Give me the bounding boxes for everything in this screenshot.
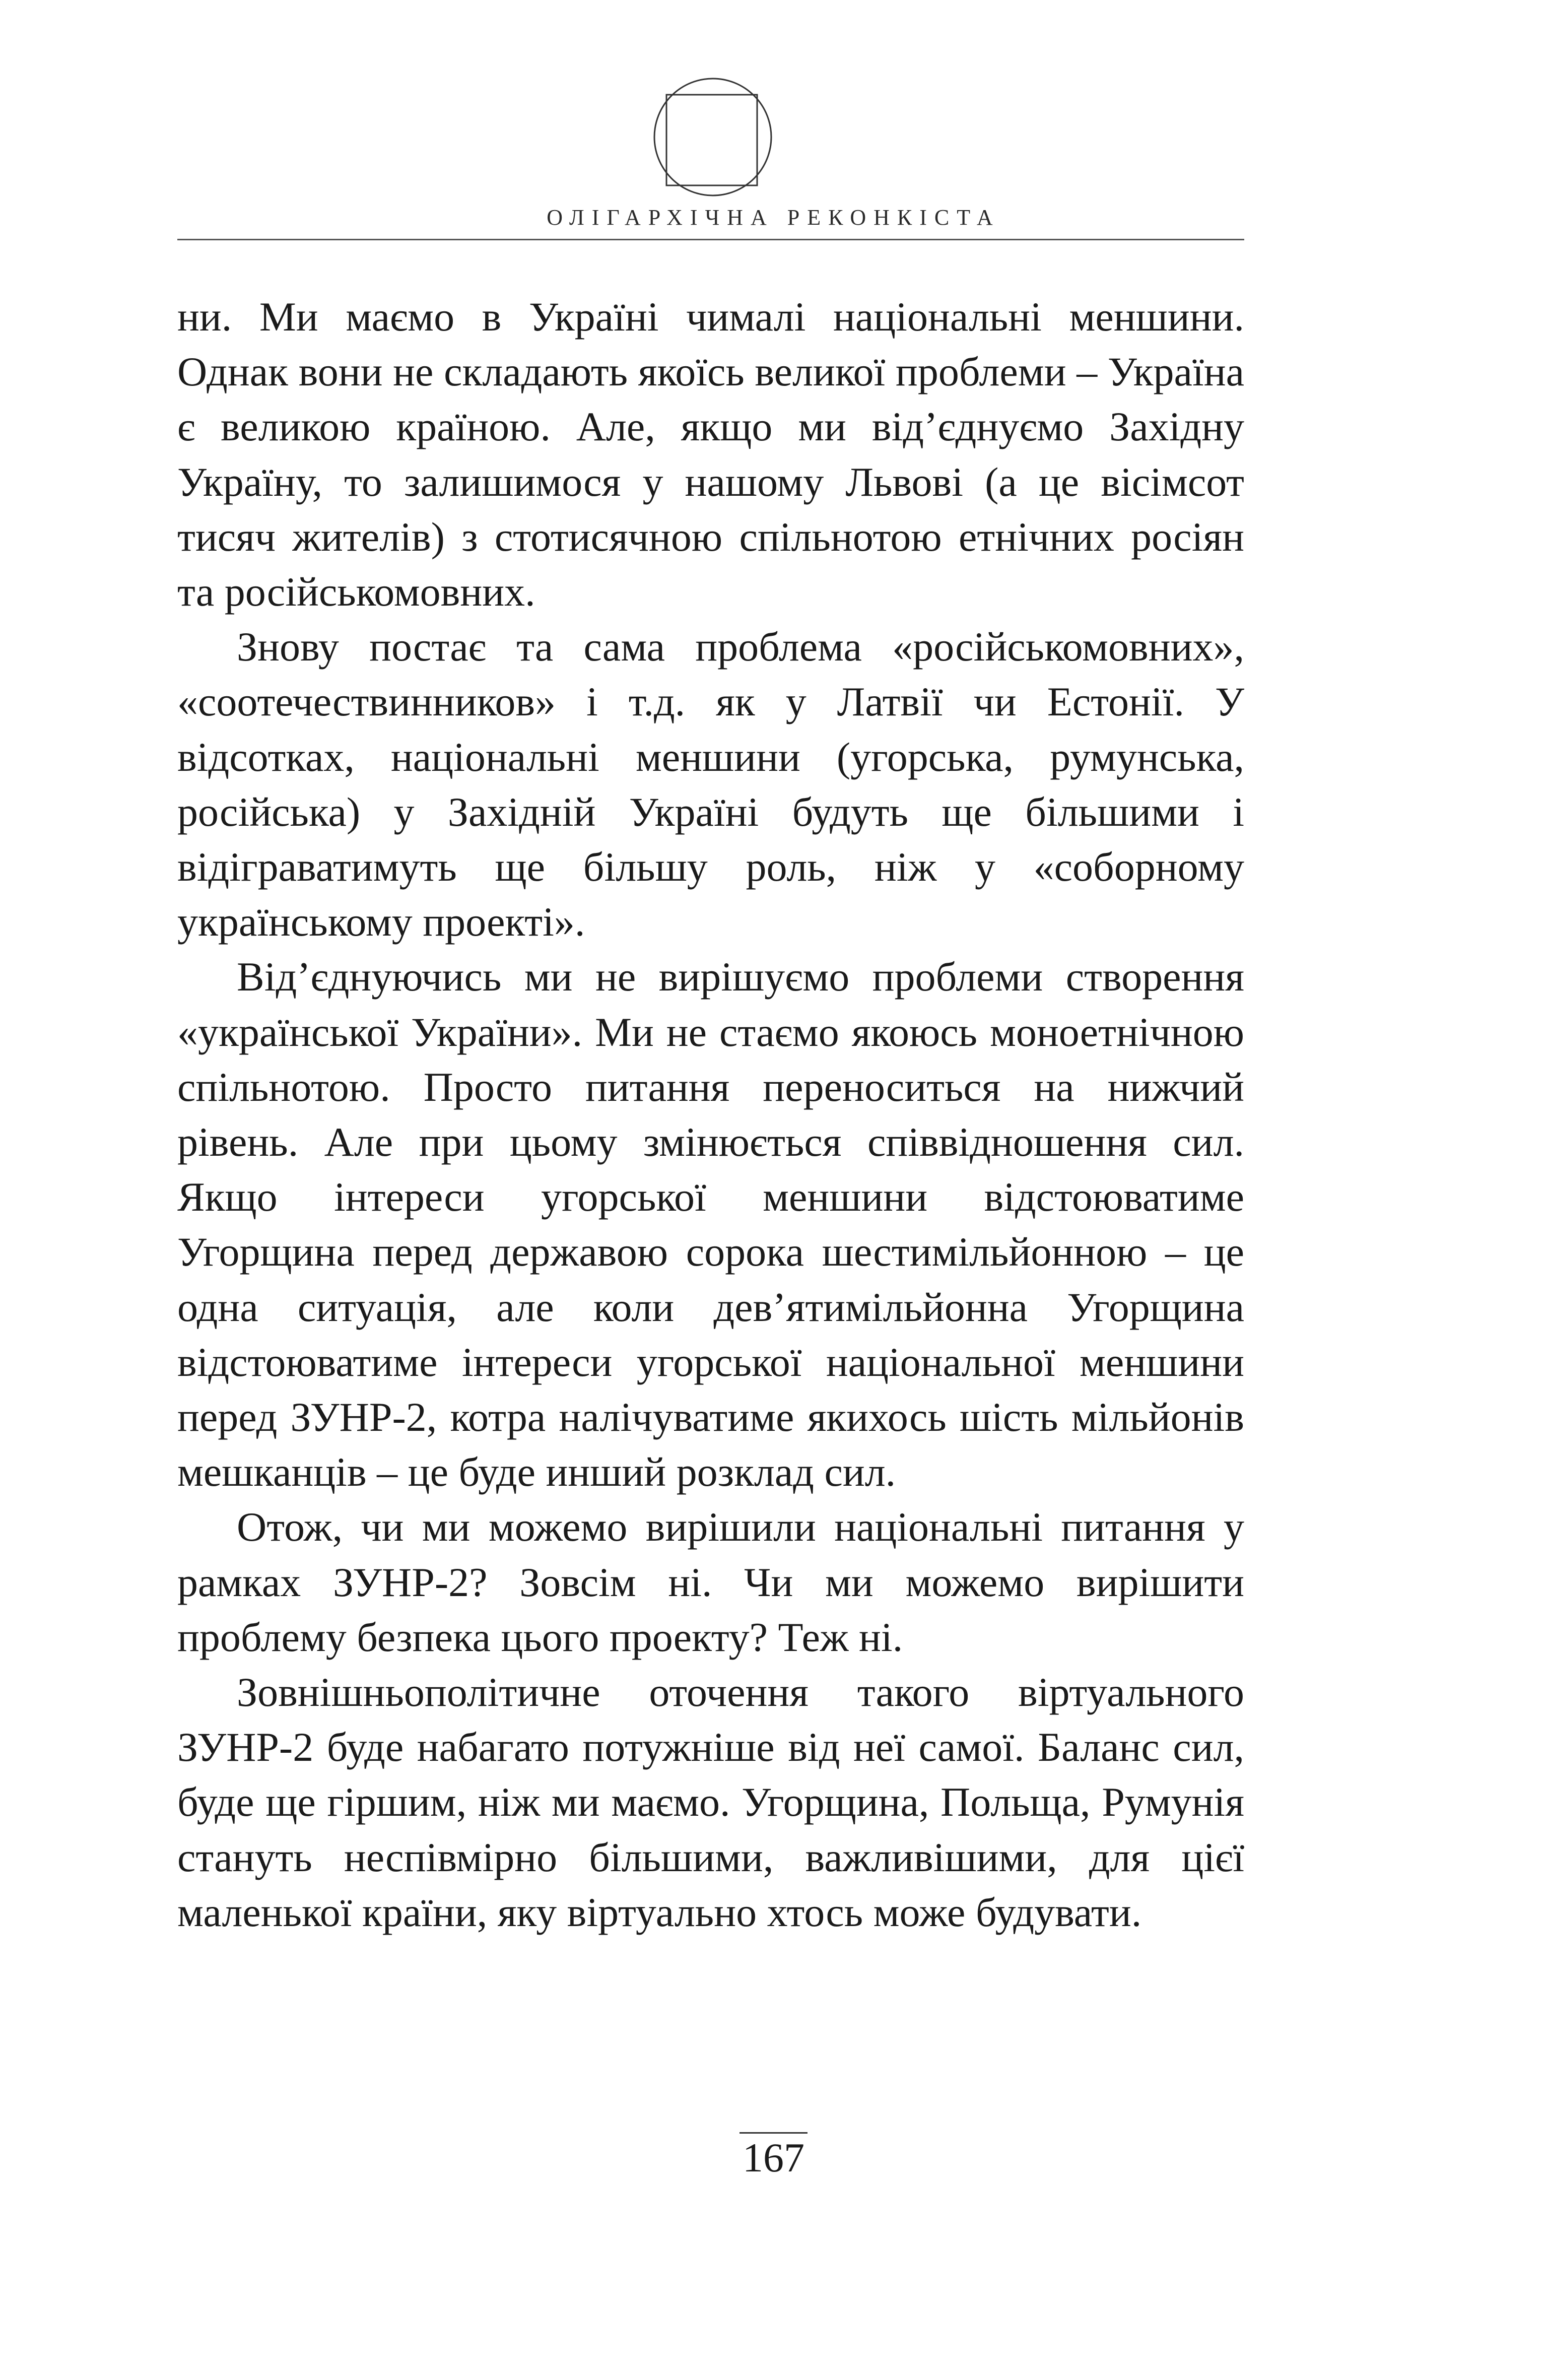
paragraph: Отож, чи ми можемо вирішили національні питання у рамках ЗУНР-2? Зовсім ні. Чи ми можемо вирішити проблему безпека цього проекту? Теж ні.: [177, 1504, 1244, 1660]
paragraph-continuation: ни. Ми маємо в Україні чималі національні меншини. Однак вони не складають якоїсь великої проблеми – Україна є великою країною. Але, якщо ми від’єднуємо Західну Україну, то залишимося у нашому Львові (а це вісімсот тисяч жителів) з стотисячною спільнотою етнічних росіян та російськомовних.: [177, 294, 1244, 615]
page-number: 167: [739, 2132, 808, 2182]
paragraph: Знову постає та сама проблема «російськомовних», «соотечествинников» і т.д. як у Латвії чи Естонії. У відсотках, національні меншини (угорська, румунська, російська) у Західній Україні будуть ще більшими і відіграватимуть ще більшу роль, ніж у «соборному українському проекті».: [177, 624, 1244, 945]
paragraph: Від’єднуючись ми не вирішуємо проблеми створення «української України». Ми не стаємо якоюсь моноетнічною спільнотою. Просто питання переноситься на нижчий рівень. Але при цьому змінюється співвідношення сил. Якщо інтереси угорської меншини відстоюватиме Угорщина перед державою сорока шестимільйонною – це одна ситуація, але коли дев’ятимільйонна Угорщина відстоюватиме інтереси угорської національної меншини перед ЗУНР-2, котра налічуватиме якихось шість мільйонів мешканців – це буде инший розклад сил.: [177, 954, 1244, 1495]
running-head-title: ОЛІГАРХІЧНА РЕКОНКІСТА: [547, 205, 1000, 230]
body-text: [177, 289, 1244, 1940]
page-number-container: [0, 2132, 1547, 2183]
paragraph: Зовнішньополітичне оточення такого віртуального ЗУНР-2 буде набагато потужніше від неї самої. Баланс сил, буде ще гіршим, ніж ми маємо. Угорщина, Польща, Румунія стануть неспівмірно більшими, важливішими, для цієї маленької країни, яку віртуально хтось може будувати.: [177, 1669, 1244, 1935]
header-divider: [177, 239, 1244, 240]
circle-square-emblem-icon: [652, 77, 773, 197]
